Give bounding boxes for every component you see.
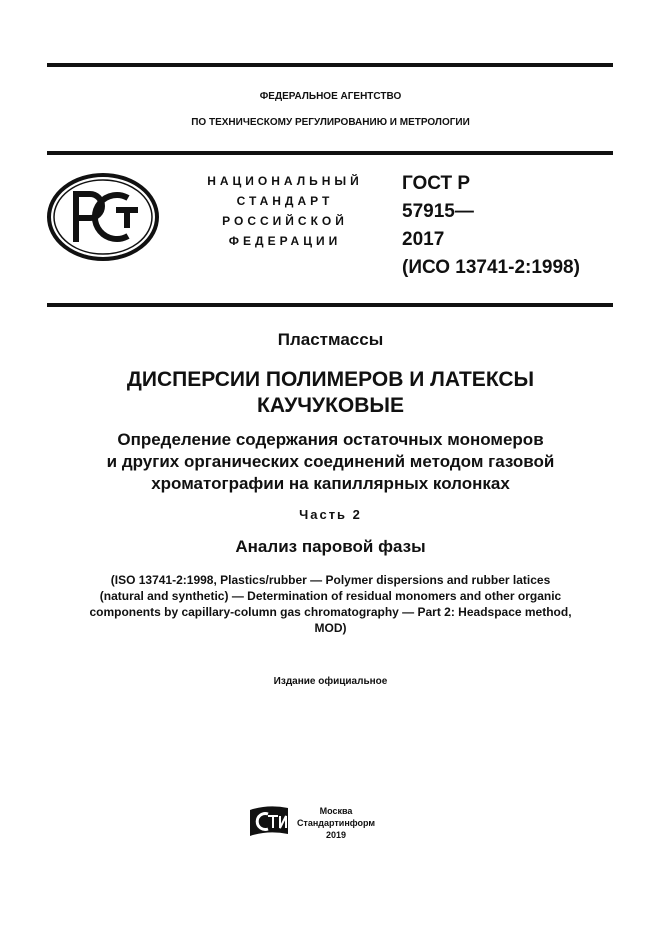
agency-line-2: ПО ТЕХНИЧЕСКОМУ РЕГУЛИРОВАНИЮ И МЕТРОЛОГИИ	[191, 117, 470, 128]
title-group: Пластмассы	[277, 330, 384, 349]
edition-label: Издание официальное	[273, 676, 388, 687]
title-main	[0, 367, 661, 419]
designation-3: 2017	[402, 229, 445, 250]
header-bottom-rule	[47, 303, 613, 307]
title-sub-1: Определение содержания остаточных мономеров	[117, 430, 544, 449]
standard-type-3: РОССИЙСКОЙ	[222, 214, 348, 228]
english-line-4: MOD)	[314, 621, 347, 635]
standard-type-2: СТАНДАРТ	[236, 194, 334, 208]
publisher-name: Стандартинформ	[296, 818, 376, 828]
designation-4: (ИСО 13741-2:1998)	[402, 257, 580, 278]
standartinform-logo-icon	[248, 804, 290, 838]
standard-type-4: ФЕДЕРАЦИИ	[228, 234, 342, 248]
publisher-city: Москва	[319, 806, 353, 816]
publisher-year: 2019	[325, 830, 347, 840]
standard-type-1: НАЦИОНАЛЬНЫЙ	[207, 174, 363, 188]
title-sub	[0, 429, 661, 495]
english-line-2: (natural and synthetic) — Determination of residual monomers and other organic	[99, 589, 562, 603]
title-sub-3: хроматографии на капиллярных колонках	[151, 474, 510, 493]
english-title	[0, 572, 661, 636]
agency-line-1: ФЕДЕРАЛЬНОЕ АГЕНТСТВО	[259, 91, 402, 102]
english-line-1: (ISO 13741-2:1998, Plastics/rubber — Polymer dispersions and rubber latices	[110, 573, 551, 587]
designation-2: 57915—	[402, 201, 474, 222]
title-sub-2: и других органических соединений методом газовой	[106, 452, 555, 471]
top-rule	[47, 63, 613, 67]
gost-logo-icon	[46, 172, 160, 262]
part-title: Анализ паровой фазы	[235, 537, 426, 556]
designation-1: ГОСТ Р	[402, 173, 471, 194]
title-main-2: КАУЧУКОВЫЕ	[257, 394, 404, 417]
title-main-1: ДИСПЕРСИИ ПОЛИМЕРОВ И ЛАТЕКСЫ	[126, 368, 535, 391]
header-rule	[47, 151, 613, 155]
part-label: Часть 2	[299, 507, 362, 522]
english-line-3: components by capillary-column gas chromatography — Part 2: Headspace method,	[89, 605, 572, 619]
